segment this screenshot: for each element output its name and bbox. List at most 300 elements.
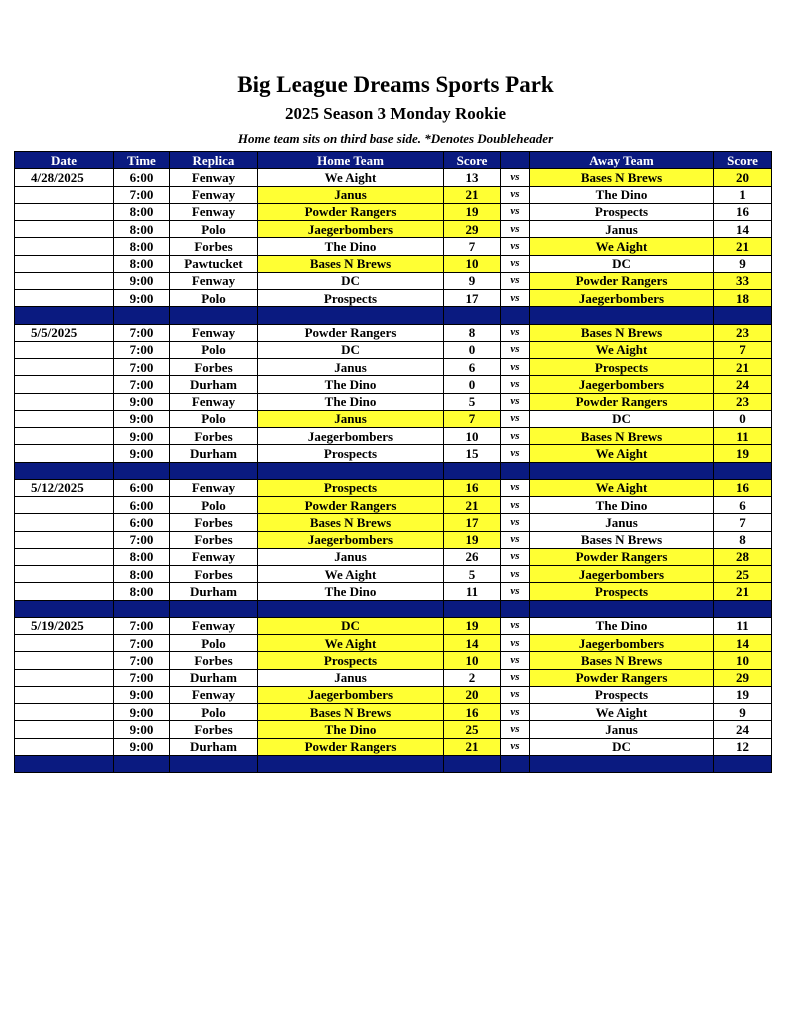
separator-cell [501, 462, 530, 479]
vs-cell: vs [501, 290, 530, 307]
replica-cell: Polo [170, 341, 258, 358]
away-score-cell: 18 [714, 290, 772, 307]
home-team-cell: Prospects [258, 290, 444, 307]
date-cell [15, 272, 114, 289]
header-away-score: Score [714, 152, 772, 169]
separator-cell [114, 307, 170, 324]
header-home-score: Score [444, 152, 501, 169]
home-team-cell: Bases N Brews [258, 514, 444, 531]
replica-cell: Forbes [170, 238, 258, 255]
home-score-cell: 10 [444, 428, 501, 445]
date-cell [15, 393, 114, 410]
away-team-cell: Prospects [530, 359, 714, 376]
vs-cell: vs [501, 721, 530, 738]
game-row [15, 669, 772, 686]
vs-cell: vs [501, 341, 530, 358]
home-score-cell: 7 [444, 410, 501, 427]
separator-cell [170, 307, 258, 324]
week-separator-row [15, 600, 772, 617]
replica-cell: Forbes [170, 359, 258, 376]
header-row [15, 152, 772, 169]
separator-cell [258, 462, 444, 479]
home-team-cell: Jaegerbombers [258, 531, 444, 548]
vs-cell: vs [501, 445, 530, 462]
vs-cell: vs [501, 186, 530, 203]
away-score-cell: 21 [714, 359, 772, 376]
home-score-cell: 15 [444, 445, 501, 462]
away-team-cell: The Dino [530, 497, 714, 514]
game-row [15, 686, 772, 703]
separator-cell [258, 600, 444, 617]
separator-cell [444, 755, 501, 772]
game-row [15, 583, 772, 600]
game-row [15, 238, 772, 255]
game-row [15, 531, 772, 548]
away-team-cell: Powder Rangers [530, 272, 714, 289]
time-cell: 6:00 [114, 497, 170, 514]
vs-cell: vs [501, 272, 530, 289]
time-cell: 9:00 [114, 428, 170, 445]
away-team-cell: We Aight [530, 238, 714, 255]
game-row [15, 566, 772, 583]
home-team-cell: We Aight [258, 169, 444, 186]
date-cell [15, 583, 114, 600]
game-row [15, 203, 772, 220]
time-cell: 9:00 [114, 686, 170, 703]
week-separator-row [15, 755, 772, 772]
away-team-cell: We Aight [530, 341, 714, 358]
vs-cell: vs [501, 566, 530, 583]
replica-cell: Forbes [170, 428, 258, 445]
home-score-cell: 19 [444, 531, 501, 548]
game-row [15, 341, 772, 358]
game-row [15, 290, 772, 307]
separator-cell [258, 307, 444, 324]
separator-cell [530, 307, 714, 324]
home-team-cell: The Dino [258, 583, 444, 600]
game-row [15, 721, 772, 738]
week-separator-row [15, 307, 772, 324]
away-score-cell: 11 [714, 428, 772, 445]
home-team-cell: Prospects [258, 479, 444, 496]
time-cell: 6:00 [114, 514, 170, 531]
home-score-cell: 10 [444, 652, 501, 669]
date-cell [15, 290, 114, 307]
time-cell: 7:00 [114, 635, 170, 652]
home-score-cell: 21 [444, 738, 501, 755]
vs-cell: vs [501, 635, 530, 652]
home-team-cell: DC [258, 617, 444, 634]
away-team-cell: Jaegerbombers [530, 290, 714, 307]
time-cell: 8:00 [114, 548, 170, 565]
separator-cell [15, 600, 114, 617]
time-cell: 6:00 [114, 479, 170, 496]
away-score-cell: 14 [714, 221, 772, 238]
home-score-cell: 20 [444, 686, 501, 703]
away-team-cell: DC [530, 410, 714, 427]
vs-cell: vs [501, 255, 530, 272]
home-score-cell: 7 [444, 238, 501, 255]
home-score-cell: 19 [444, 203, 501, 220]
time-cell: 7:00 [114, 186, 170, 203]
away-team-cell: Janus [530, 721, 714, 738]
away-team-cell: Powder Rangers [530, 393, 714, 410]
separator-cell [714, 307, 772, 324]
separator-cell [170, 600, 258, 617]
game-row [15, 221, 772, 238]
replica-cell: Durham [170, 376, 258, 393]
vs-cell: vs [501, 617, 530, 634]
away-team-cell: Jaegerbombers [530, 566, 714, 583]
home-score-cell: 21 [444, 497, 501, 514]
replica-cell: Forbes [170, 531, 258, 548]
replica-cell: Durham [170, 738, 258, 755]
game-row [15, 169, 772, 186]
away-team-cell: Powder Rangers [530, 669, 714, 686]
away-score-cell: 7 [714, 341, 772, 358]
separator-cell [501, 755, 530, 772]
home-team-cell: Jaegerbombers [258, 686, 444, 703]
date-cell [15, 186, 114, 203]
separator-cell [15, 307, 114, 324]
home-score-cell: 5 [444, 566, 501, 583]
vs-cell: vs [501, 376, 530, 393]
game-row [15, 704, 772, 721]
time-cell: 8:00 [114, 255, 170, 272]
game-row [15, 410, 772, 427]
game-row [15, 548, 772, 565]
replica-cell: Forbes [170, 514, 258, 531]
schedule-table [14, 151, 772, 773]
home-score-cell: 17 [444, 290, 501, 307]
home-score-cell: 5 [444, 393, 501, 410]
time-cell: 7:00 [114, 652, 170, 669]
home-team-cell: The Dino [258, 376, 444, 393]
game-row [15, 428, 772, 445]
away-score-cell: 11 [714, 617, 772, 634]
time-cell: 8:00 [114, 583, 170, 600]
date-cell [15, 497, 114, 514]
away-team-cell: The Dino [530, 617, 714, 634]
home-team-cell: The Dino [258, 721, 444, 738]
replica-cell: Durham [170, 445, 258, 462]
home-team-cell: Prospects [258, 652, 444, 669]
replica-cell: Fenway [170, 324, 258, 341]
time-cell: 8:00 [114, 221, 170, 238]
separator-cell [501, 307, 530, 324]
separator-cell [15, 755, 114, 772]
away-score-cell: 14 [714, 635, 772, 652]
replica-cell: Forbes [170, 652, 258, 669]
date-cell [15, 738, 114, 755]
time-cell: 9:00 [114, 272, 170, 289]
header-away-team: Away Team [530, 152, 714, 169]
vs-cell: vs [501, 652, 530, 669]
separator-cell [530, 462, 714, 479]
time-cell: 7:00 [114, 359, 170, 376]
home-team-cell: Janus [258, 359, 444, 376]
away-team-cell: Bases N Brews [530, 169, 714, 186]
away-team-cell: Bases N Brews [530, 531, 714, 548]
vs-cell: vs [501, 203, 530, 220]
home-score-cell: 25 [444, 721, 501, 738]
date-cell [15, 531, 114, 548]
home-score-cell: 29 [444, 221, 501, 238]
home-team-cell: Powder Rangers [258, 738, 444, 755]
header-replica: Replica [170, 152, 258, 169]
separator-cell [258, 755, 444, 772]
home-team-cell: Powder Rangers [258, 203, 444, 220]
home-team-cell: Janus [258, 669, 444, 686]
away-score-cell: 20 [714, 169, 772, 186]
away-team-cell: Prospects [530, 583, 714, 600]
game-row [15, 738, 772, 755]
away-team-cell: Jaegerbombers [530, 376, 714, 393]
vs-cell: vs [501, 359, 530, 376]
away-score-cell: 8 [714, 531, 772, 548]
separator-cell [15, 462, 114, 479]
vs-cell: vs [501, 738, 530, 755]
vs-cell: vs [501, 479, 530, 496]
date-cell [15, 635, 114, 652]
away-team-cell: Janus [530, 221, 714, 238]
home-team-cell: Powder Rangers [258, 324, 444, 341]
game-row [15, 324, 772, 341]
away-team-cell: Bases N Brews [530, 428, 714, 445]
away-score-cell: 23 [714, 324, 772, 341]
away-team-cell: We Aight [530, 479, 714, 496]
date-cell [15, 566, 114, 583]
date-cell: 5/19/2025 [15, 617, 114, 634]
vs-cell: vs [501, 548, 530, 565]
home-score-cell: 0 [444, 376, 501, 393]
time-cell: 7:00 [114, 617, 170, 634]
date-cell [15, 410, 114, 427]
date-cell [15, 514, 114, 531]
home-score-cell: 10 [444, 255, 501, 272]
time-cell: 8:00 [114, 203, 170, 220]
time-cell: 7:00 [114, 531, 170, 548]
home-team-cell: The Dino [258, 238, 444, 255]
home-team-cell: Bases N Brews [258, 704, 444, 721]
header-vs [501, 152, 530, 169]
replica-cell: Fenway [170, 393, 258, 410]
replica-cell: Forbes [170, 566, 258, 583]
away-score-cell: 33 [714, 272, 772, 289]
separator-cell [444, 462, 501, 479]
separator-cell [501, 600, 530, 617]
replica-cell: Polo [170, 290, 258, 307]
game-row [15, 479, 772, 496]
home-team-cell: Janus [258, 548, 444, 565]
time-cell: 6:00 [114, 169, 170, 186]
replica-cell: Fenway [170, 686, 258, 703]
date-cell [15, 238, 114, 255]
vs-cell: vs [501, 169, 530, 186]
game-row [15, 617, 772, 634]
replica-cell: Fenway [170, 169, 258, 186]
away-team-cell: Prospects [530, 203, 714, 220]
away-score-cell: 25 [714, 566, 772, 583]
vs-cell: vs [501, 497, 530, 514]
away-team-cell: Powder Rangers [530, 548, 714, 565]
home-score-cell: 26 [444, 548, 501, 565]
date-cell [15, 669, 114, 686]
time-cell: 8:00 [114, 238, 170, 255]
away-score-cell: 21 [714, 238, 772, 255]
away-score-cell: 9 [714, 704, 772, 721]
away-score-cell: 29 [714, 669, 772, 686]
separator-cell [530, 600, 714, 617]
date-cell [15, 203, 114, 220]
vs-cell: vs [501, 583, 530, 600]
home-team-cell: DC [258, 341, 444, 358]
away-team-cell: Bases N Brews [530, 652, 714, 669]
replica-cell: Polo [170, 704, 258, 721]
home-score-cell: 2 [444, 669, 501, 686]
home-team-cell: Jaegerbombers [258, 428, 444, 445]
vs-cell: vs [501, 221, 530, 238]
home-team-cell: Bases N Brews [258, 255, 444, 272]
separator-cell [714, 755, 772, 772]
time-cell: 7:00 [114, 669, 170, 686]
separator-cell [714, 462, 772, 479]
time-cell: 9:00 [114, 290, 170, 307]
game-row [15, 635, 772, 652]
replica-cell: Fenway [170, 479, 258, 496]
time-cell: 9:00 [114, 738, 170, 755]
home-team-cell: The Dino [258, 393, 444, 410]
week-separator-row [15, 462, 772, 479]
home-score-cell: 16 [444, 704, 501, 721]
page-subtitle: 2025 Season 3 Monday Rookie [284, 104, 507, 123]
away-team-cell: DC [530, 255, 714, 272]
away-score-cell: 28 [714, 548, 772, 565]
replica-cell: Pawtucket [170, 255, 258, 272]
date-cell [15, 704, 114, 721]
away-score-cell: 6 [714, 497, 772, 514]
separator-cell [444, 600, 501, 617]
vs-cell: vs [501, 428, 530, 445]
home-team-cell: We Aight [258, 566, 444, 583]
date-cell [15, 721, 114, 738]
replica-cell: Polo [170, 497, 258, 514]
home-score-cell: 14 [444, 635, 501, 652]
game-row [15, 497, 772, 514]
game-row [15, 186, 772, 203]
home-score-cell: 11 [444, 583, 501, 600]
date-cell [15, 445, 114, 462]
time-cell: 9:00 [114, 393, 170, 410]
date-cell [15, 221, 114, 238]
home-team-cell: Jaegerbombers [258, 221, 444, 238]
time-cell: 8:00 [114, 566, 170, 583]
replica-cell: Durham [170, 669, 258, 686]
replica-cell: Polo [170, 635, 258, 652]
time-cell: 9:00 [114, 445, 170, 462]
header-home-team: Home Team [258, 152, 444, 169]
away-team-cell: The Dino [530, 186, 714, 203]
away-team-cell: Jaegerbombers [530, 635, 714, 652]
time-cell: 9:00 [114, 410, 170, 427]
vs-cell: vs [501, 393, 530, 410]
date-cell [15, 652, 114, 669]
time-cell: 7:00 [114, 324, 170, 341]
date-cell [15, 548, 114, 565]
date-cell [15, 376, 114, 393]
replica-cell: Fenway [170, 272, 258, 289]
home-team-cell: DC [258, 272, 444, 289]
date-cell: 4/28/2025 [15, 169, 114, 186]
header-time: Time [114, 152, 170, 169]
date-cell: 5/5/2025 [15, 324, 114, 341]
home-team-cell: Janus [258, 410, 444, 427]
vs-cell: vs [501, 324, 530, 341]
home-score-cell: 17 [444, 514, 501, 531]
replica-cell: Fenway [170, 617, 258, 634]
home-score-cell: 6 [444, 359, 501, 376]
home-score-cell: 16 [444, 479, 501, 496]
home-score-cell: 8 [444, 324, 501, 341]
home-score-cell: 0 [444, 341, 501, 358]
game-row [15, 255, 772, 272]
schedule-body [15, 169, 772, 773]
separator-cell [530, 755, 714, 772]
separator-cell [114, 600, 170, 617]
away-score-cell: 19 [714, 686, 772, 703]
away-team-cell: We Aight [530, 445, 714, 462]
time-cell: 7:00 [114, 341, 170, 358]
away-team-cell: Prospects [530, 686, 714, 703]
away-score-cell: 24 [714, 376, 772, 393]
home-score-cell: 13 [444, 169, 501, 186]
away-score-cell: 12 [714, 738, 772, 755]
replica-cell: Fenway [170, 548, 258, 565]
game-row [15, 514, 772, 531]
date-cell [15, 255, 114, 272]
away-score-cell: 16 [714, 479, 772, 496]
separator-cell [444, 307, 501, 324]
date-cell [15, 428, 114, 445]
replica-cell: Polo [170, 221, 258, 238]
page-title: Big League Dreams Sports Park [237, 72, 554, 97]
away-score-cell: 16 [714, 203, 772, 220]
date-cell: 5/12/2025 [15, 479, 114, 496]
replica-cell: Fenway [170, 186, 258, 203]
away-score-cell: 21 [714, 583, 772, 600]
replica-cell: Polo [170, 410, 258, 427]
vs-cell: vs [501, 410, 530, 427]
date-cell [15, 341, 114, 358]
home-score-cell: 21 [444, 186, 501, 203]
time-cell: 9:00 [114, 704, 170, 721]
game-row [15, 272, 772, 289]
vs-cell: vs [501, 704, 530, 721]
schedule-note: Home team sits on third base side. *Denotes Doubleheader [237, 131, 554, 146]
replica-cell: Durham [170, 583, 258, 600]
home-score-cell: 19 [444, 617, 501, 634]
away-team-cell: Bases N Brews [530, 324, 714, 341]
away-score-cell: 10 [714, 652, 772, 669]
replica-cell: Fenway [170, 203, 258, 220]
game-row [15, 359, 772, 376]
separator-cell [714, 600, 772, 617]
game-row [15, 376, 772, 393]
home-score-cell: 9 [444, 272, 501, 289]
header-date: Date [15, 152, 114, 169]
separator-cell [114, 755, 170, 772]
replica-cell: Forbes [170, 721, 258, 738]
